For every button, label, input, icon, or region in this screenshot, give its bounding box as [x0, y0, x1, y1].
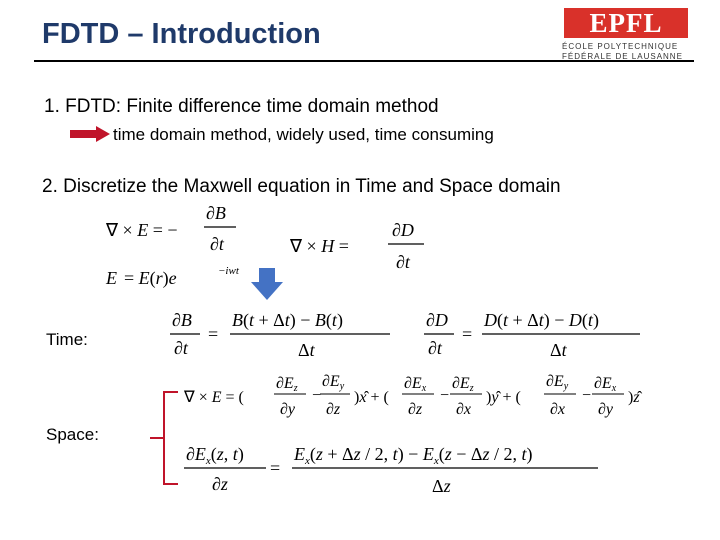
list-item-1: 1. FDTD: Finite difference time domain method — [44, 96, 439, 117]
svg-text:∂Ez: ∂Ez — [452, 375, 474, 394]
space-bracket — [150, 392, 178, 484]
svg-text:= E(r)e: = E(r)e — [124, 268, 177, 288]
svg-text:∂Ey: ∂Ey — [546, 373, 569, 392]
svg-text:∂D: ∂D — [392, 220, 414, 240]
svg-text:∂B: ∂B — [172, 310, 192, 330]
svg-text:∇ × H =: ∇ × H = — [290, 236, 349, 256]
svg-text:∂z: ∂z — [212, 474, 228, 494]
svg-text:)x̂ + (: )x̂ + ( — [354, 389, 389, 406]
svg-text:∇ × E = −: ∇ × E = − — [106, 220, 178, 240]
svg-text:∂Ex: ∂Ex — [404, 375, 427, 394]
svg-text:∂B: ∂B — [206, 203, 226, 223]
time-discretization-equation — [170, 310, 640, 360]
svg-text:)ŷ + (: )ŷ + ( — [486, 389, 521, 406]
faraday-equation — [105, 203, 236, 254]
svg-text:∇ × E = (: ∇ × E = ( — [184, 389, 244, 406]
svg-text:∂Ex(z, t): $\partial E_x(z$, t) — [186, 444, 244, 467]
svg-text:∂Ey: ∂Ey — [322, 373, 345, 392]
svg-text:∂t: ∂t — [174, 338, 188, 358]
svg-text:−iwt: −iwt — [218, 265, 239, 277]
ampere-equation — [289, 220, 424, 272]
svg-text:∂t: ∂t — [396, 252, 410, 272]
svg-text:Δz: Δz — [432, 476, 451, 496]
svg-text:∂y: ∂y — [280, 401, 296, 418]
time-label: Time: — [46, 330, 88, 349]
list-item-2: 2. Discretize the Maxwell equation in Time and Space domain — [42, 176, 561, 197]
svg-text:−: − — [582, 387, 592, 404]
svg-text:∂x: ∂x — [456, 401, 472, 418]
svg-text:Ex(z + Δz / 2, t) − Ex(z − Δz: $E_x(z + \Delta z / 2$, $t) - E_x(z - \Delta z / 2$, t) — [294, 444, 533, 467]
space-discretization-equation — [184, 444, 598, 496]
svg-text:∂y: ∂y — [598, 401, 614, 418]
svg-text:∂z: ∂z — [326, 401, 341, 418]
logo-mark: EPFL — [589, 8, 663, 38]
time-harmonic-equation — [105, 265, 240, 289]
svg-text:∂z: ∂z — [408, 401, 423, 418]
svg-text:)ẑ: )z — [628, 389, 640, 406]
svg-text:=: = — [270, 458, 281, 478]
svg-text:−: − — [312, 387, 322, 404]
svg-text:−: − — [440, 387, 450, 404]
svg-text:=: = — [462, 324, 473, 344]
svg-text:∂D: ∂D — [426, 310, 448, 330]
svg-text:∂t: ∂t — [428, 338, 442, 358]
svg-text:∂Ex: ∂Ex — [594, 375, 617, 394]
list-item-1-sub: time domain method, widely used, time consuming — [113, 125, 494, 144]
svg-text:B(t + Δt) − B(t): B(t + Δt) − B(t) — [232, 310, 343, 330]
svg-text:=: = — [208, 324, 219, 344]
svg-text:D(t + Δt) − D(t): D(t + Δt) − D(t) — [484, 310, 599, 330]
curl-expansion-equation — [183, 373, 643, 418]
down-arrow-icon — [251, 268, 283, 300]
svg-text:∂x: ∂x — [550, 401, 566, 418]
logo-line-2: FÉDÉRALE DE LAUSANNE — [562, 52, 683, 61]
space-label: Space: — [46, 425, 99, 444]
slide-title: FDTD – Introduction — [42, 18, 321, 50]
svg-text:Δt: Δt — [550, 340, 567, 360]
svg-text:∂Ez: ∂Ez — [276, 375, 298, 394]
logo-line-1: ÉCOLE POLYTECHNIQUE — [562, 42, 679, 51]
svg-text:E: E — [106, 268, 117, 288]
svg-text:Δt: Δt — [298, 340, 315, 360]
svg-text:∂t: ∂t — [210, 234, 224, 254]
